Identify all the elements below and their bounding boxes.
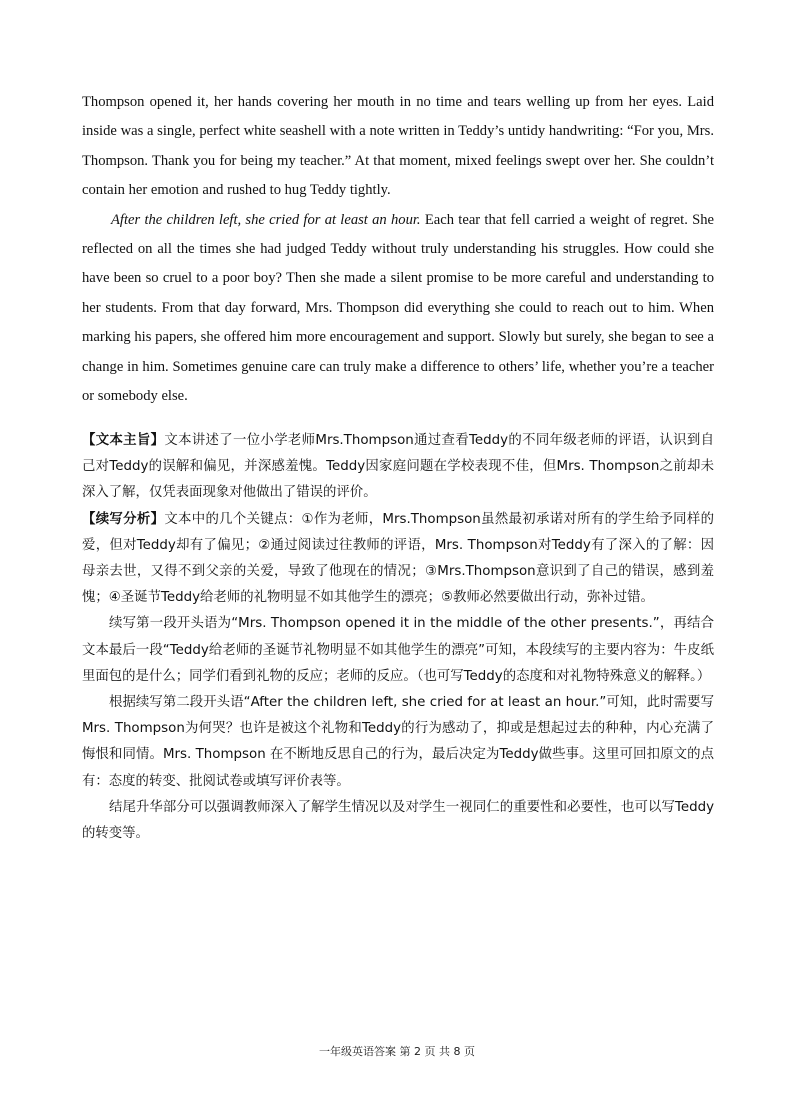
writing-analysis-paragraph [82, 507, 714, 612]
theme-text: 文本讲述了一位小学老师Mrs.Thompson通过查看Teddy的不同年级老师的评语，认识到自己对Teddy的误解和偏见，并深感羞愧。Teddy因家庭问题在学校表现不佳，但Mrs. Thompson之前却未深入了解，仅凭表面现象对他做出了错误的评价。 [82, 433, 714, 501]
story-paragraph-1: Thompson opened it, her hands covering her mouth in no time and tears welling up from her eyes. Laid inside was a single, perfect white seashell with a note written in Teddy’s untidy handwriting: “For you, Mrs. Thompson. Thank you for being my teacher.” At that moment, mixed feelings swept over her. She couldn’t contain her emotion and rushed to hug Teddy tightly. [82, 94, 714, 199]
answer-analysis [82, 428, 714, 847]
page-footer: 一年级英语答案 第 2 页 共 8 页 [319, 1045, 475, 1058]
conclusion-paragraph: 结尾升华部分可以强调教师深入了解学生情况以及对学生一视同仁的重要性和必要性，也可以写Teddy的转变等。 [82, 799, 714, 842]
story-text [82, 88, 714, 411]
continuation-paragraph-2: 根据续写第二段开头语“After the children left, she cried for at least an hour.”可知，此时需要写Mrs. Thompson为何哭？也许是被这个礼物和Teddy的行为感动了，抑或是想起过去的种种，内心充满了悔恨和同情。Mrs. Thompson 在不断地反思自己的行为，最后决定为Teddy做些事。这里可回扣原文的点有：态度的转变、批阅试卷或填写评价表等。 [82, 695, 714, 789]
story-paragraph-2-opening: After the children left, she cried for at least an hour. [111, 211, 421, 228]
theme-paragraph [82, 428, 714, 507]
theme-heading: 【文本主旨】 [82, 433, 165, 448]
continuation-paragraph-1: 续写第一段开头语为“Mrs. Thompson opened it in the middle of the other presents.”，再结合文本最后一段“Teddy给老师的圣诞节礼物明显不如其他学生的漂亮”可知，本段续写的主要内容为：牛皮纸里面包的是什么；同学们看到礼物的反应；老师的反应。（也可写Teddy的态度和对礼物特殊意义的解释。） [82, 616, 714, 684]
story-paragraph-2-body: Each tear that fell carried a weight of regret. She reflected on all the times she had judged Teddy without truly understanding his struggles. How could she have been so cruel to a poor boy? Then she made a silent promise to be more careful and understanding to her students. From that day forward, Mrs. Thompson did everything she could to reach out to him. When marking his papers, she offered him more encouragement and support. Slowly but surely, she began to see a change in him. Sometimes genuine care can truly make a difference to others’ life, whether you’re a teacher or somebody else. [82, 211, 714, 405]
story-paragraph-2 [82, 206, 714, 412]
writing-analysis-text: 文本中的几个关键点：①作为老师，Mrs.Thompson虽然最初承诺对所有的学生给予同样的爱，但对Teddy却有了偏见；②通过阅读过往教师的评语，Mrs. Thompson对Teddy有了深入的了解：因母亲去世，又得不到父亲的关爱，导致了他现在的情况；③Mrs.Thompson意识到了自己的错误，感到羞愧；④圣诞节Teddy给老师的礼物明显不如其他学生的漂亮；⑤教师必然要做出行动，弥补过错。 [82, 511, 714, 606]
writing-analysis-heading: 【续写分析】 [82, 511, 165, 527]
